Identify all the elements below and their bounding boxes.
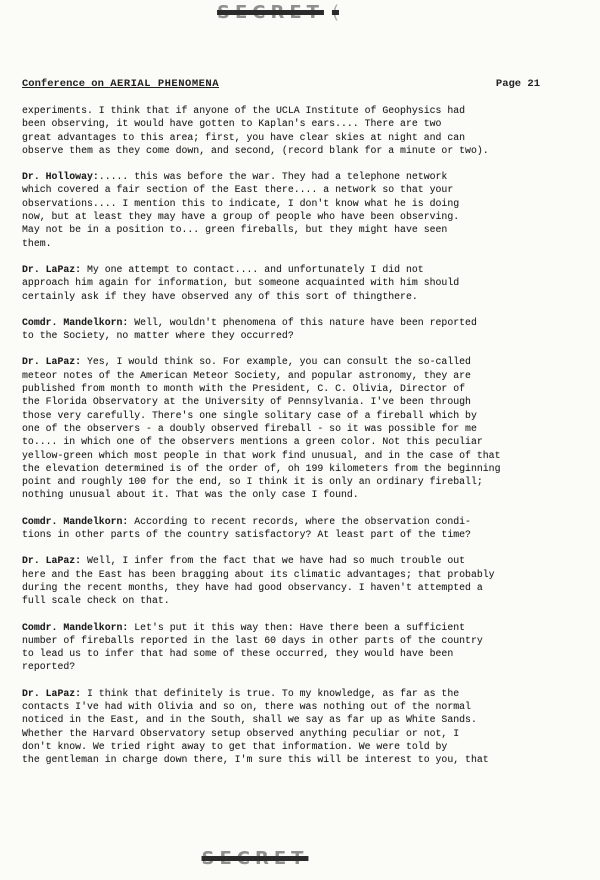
paragraph-text: Let's put it this way then: Have there been a sufficient number of fireballs reported in the last 60 days in other parts of the country to lead us to infer that had some of these occurred, they would have been reported?: [22, 621, 483, 673]
secret-stamp-top: [217, 2, 339, 23]
transcript-paragraph: [22, 263, 587, 303]
secret-stamp-top-text: SECRET: [217, 2, 324, 23]
speaker-name: Comdr. Mandelkorn:: [22, 515, 129, 527]
paragraph-text: experiments. I think that if anyone of the UCLA Institute of Geophysics had been observing, it would have gotten to Kaplan's ears.... There are two great advantages to this area; first, you have clear skies at night and can observe them as they come down, and second, (record blank for a minute or two).: [22, 105, 489, 156]
transcript-paragraph: [22, 554, 587, 607]
speaker-name: Comdr. Mandelkorn:: [22, 316, 129, 328]
speaker-name: Dr. LaPaz:: [22, 263, 82, 275]
stamp-mark: (: [331, 2, 339, 23]
paragraph-text: Yes, I would think so. For example, you can consult the so-called meteor notes of the American Meteor Society, and popular astronomy, they are published from month to month with the President, C. C. Olivia, Director of the Florida Observatory at the University of Pennsylvania. I've been through those very carefully. There's one single solitary case of a fireball which by one of the observers - a doubly observed fireball - so it was possible for me to.... in which one of the observers mentions a green color. Not this peculiar yellow-green which most people in that work find unusual, and in the case of that the elevation determined is of the order of, oh 199 kilometers from the beginning point and roughly 100 for the end, so I think it is only an ordinary fireball; nothing unusual about it. That was the only case I found.: [22, 356, 501, 501]
conference-title-caps: AERIAL PHENOMENA: [110, 78, 220, 90]
transcript-paragraph: [22, 355, 587, 501]
transcript-paragraph: [22, 621, 587, 674]
page-header: [22, 78, 540, 90]
transcript-paragraph: [22, 687, 587, 767]
transcript-paragraph: [22, 170, 587, 250]
paragraph-text: ..... this was before the war. They had a telephone network which covered a fair section of the East there.... a network so that your observations.... I mention this to indicate, I don't know what he is doing now, but at least they may have a group of people who have been observing. May not be in a position to... green fireballs, but they might have seen them.: [22, 171, 460, 249]
speaker-name: Comdr. Mandelkorn:: [22, 621, 129, 633]
paragraph-text: Well, wouldn't phenomena of this nature have been reported to the Society, no matter where they occurred?: [22, 316, 477, 342]
secret-stamp-bottom: [202, 848, 309, 869]
speaker-name: Dr. LaPaz:: [22, 687, 82, 699]
transcript-paragraph: [22, 104, 587, 157]
paragraph-text: According to recent records, where the observation condi- tions in other parts of the country satisfactory? At least part of the time?: [22, 515, 471, 541]
conference-title: [22, 78, 219, 90]
speaker-name: Dr. LaPaz:: [22, 555, 82, 567]
transcript-paragraph: [22, 515, 587, 542]
paragraph-text: My one attempt to contact.... and unfortunately I did not approach him again for information, but someone acquainted with him should certainly ask if they have observed any of this sort of thingthere.: [22, 263, 460, 302]
speaker-name: Dr. LaPaz:: [22, 356, 82, 368]
paragraph-text: Well, I infer from the fact that we have had so much trouble out here and the East has been bragging about its climatic advantages; that probably during the recent months, they have had good observancy. I haven't attempted a full scale check on that.: [22, 555, 495, 607]
conference-title-prefix: Conference on: [22, 78, 111, 90]
transcript-paragraph: [22, 316, 587, 343]
transcript-body: [22, 104, 587, 779]
secret-stamp-bottom-text: SECRET: [201, 848, 309, 869]
speaker-name: Dr. Holloway:: [22, 171, 99, 183]
page-number: Page 21: [495, 78, 540, 90]
paragraph-text: I think that definitely is true. To my knowledge, as far as the contacts I've had with Olivia and so on, there was nothing out of the normal noticed in the East, and in the South, shall we say as far up as White Sands. Whether the Harvard Observatory setup observed anything peculiar or not, I don't know. We tried right away to get that information. We were told by the gentleman in charge down there, I'm sure this will be interest to you, that: [22, 687, 489, 766]
